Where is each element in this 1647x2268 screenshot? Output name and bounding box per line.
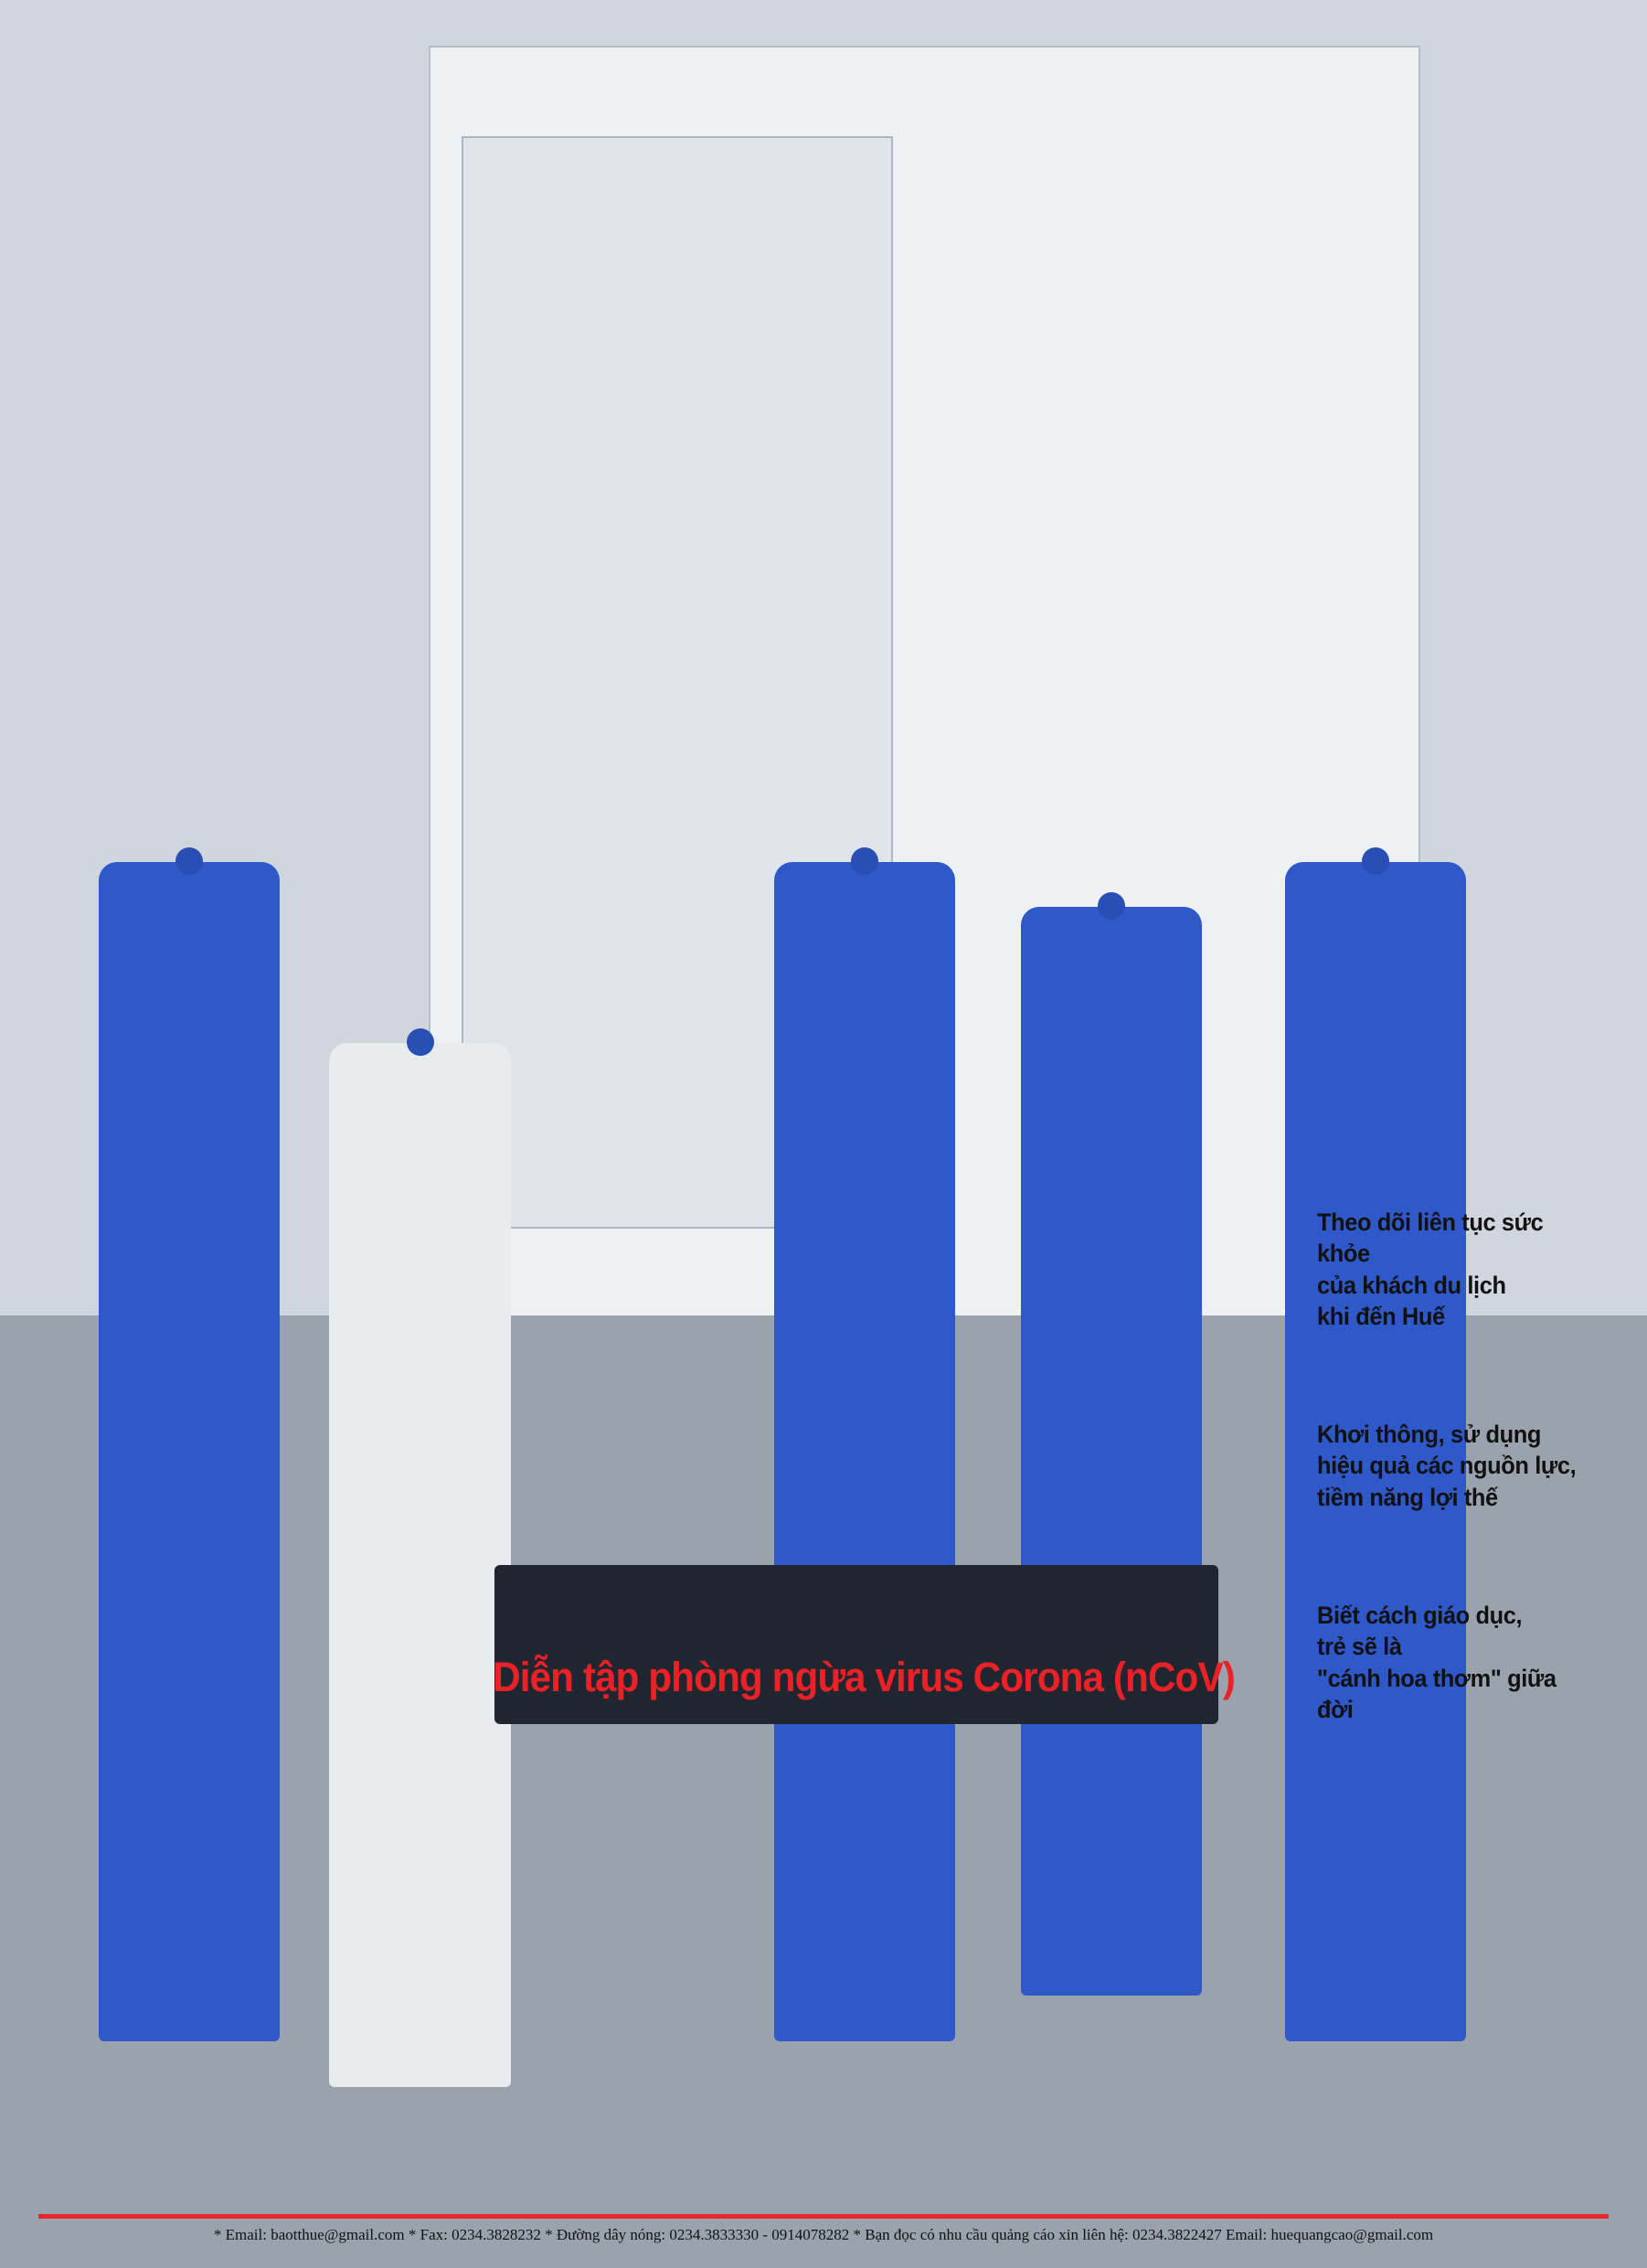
teaser-line3: khi đến Huế — [1317, 1303, 1445, 1331]
teaser-line2: trẻ sẽ là — [1317, 1633, 1402, 1661]
teaser-line1: Khơi thông, sử dụng — [1317, 1420, 1541, 1448]
teaser-line2: hiệu quả các nguồn lực, — [1317, 1452, 1577, 1480]
teaser-sidebar — [1298, 1207, 1609, 1812]
teaser-line1: Biết cách giáo dục, — [1317, 1601, 1523, 1629]
medical-worker — [1021, 1219, 1202, 1622]
corona-drill-photo — [461, 1219, 1267, 1622]
corona-headline[interactable]: Diễn tập phòng ngừa virus Corona (nCoV) — [493, 1654, 1235, 1701]
medical-worker — [774, 1219, 955, 1622]
photo-illustration — [461, 1219, 1267, 1622]
content-area — [38, 390, 1609, 2171]
teaser-line3: "cánh hoa thơm" giữa đời — [1317, 1664, 1557, 1724]
lower-section — [446, 1207, 1609, 1812]
stretcher — [494, 1565, 1219, 1622]
medical-worker — [461, 1219, 511, 1622]
teaser-line1: Theo dõi liên tục sức khỏe — [1317, 1208, 1544, 1268]
main-column — [446, 390, 1609, 2171]
footer-contact-line: * Email: baotthue@gmail.com * Fax: 0234.3828232 * Đường dây nóng: 0234.3833330 - 0914078282 * Bạn đọc có nhu cầu quảng cáo xin liên hệ: 0234.3822427 Email: huequangcao@gmail.com — [213, 2226, 1434, 2243]
footer-divider — [38, 2214, 1609, 2219]
footer — [38, 2214, 1609, 2244]
corona-story — [446, 1207, 1281, 1812]
teaser-line3: tiềm năng lợi thế — [1317, 1483, 1498, 1511]
teaser-line2: của khách du lịch — [1317, 1271, 1506, 1299]
